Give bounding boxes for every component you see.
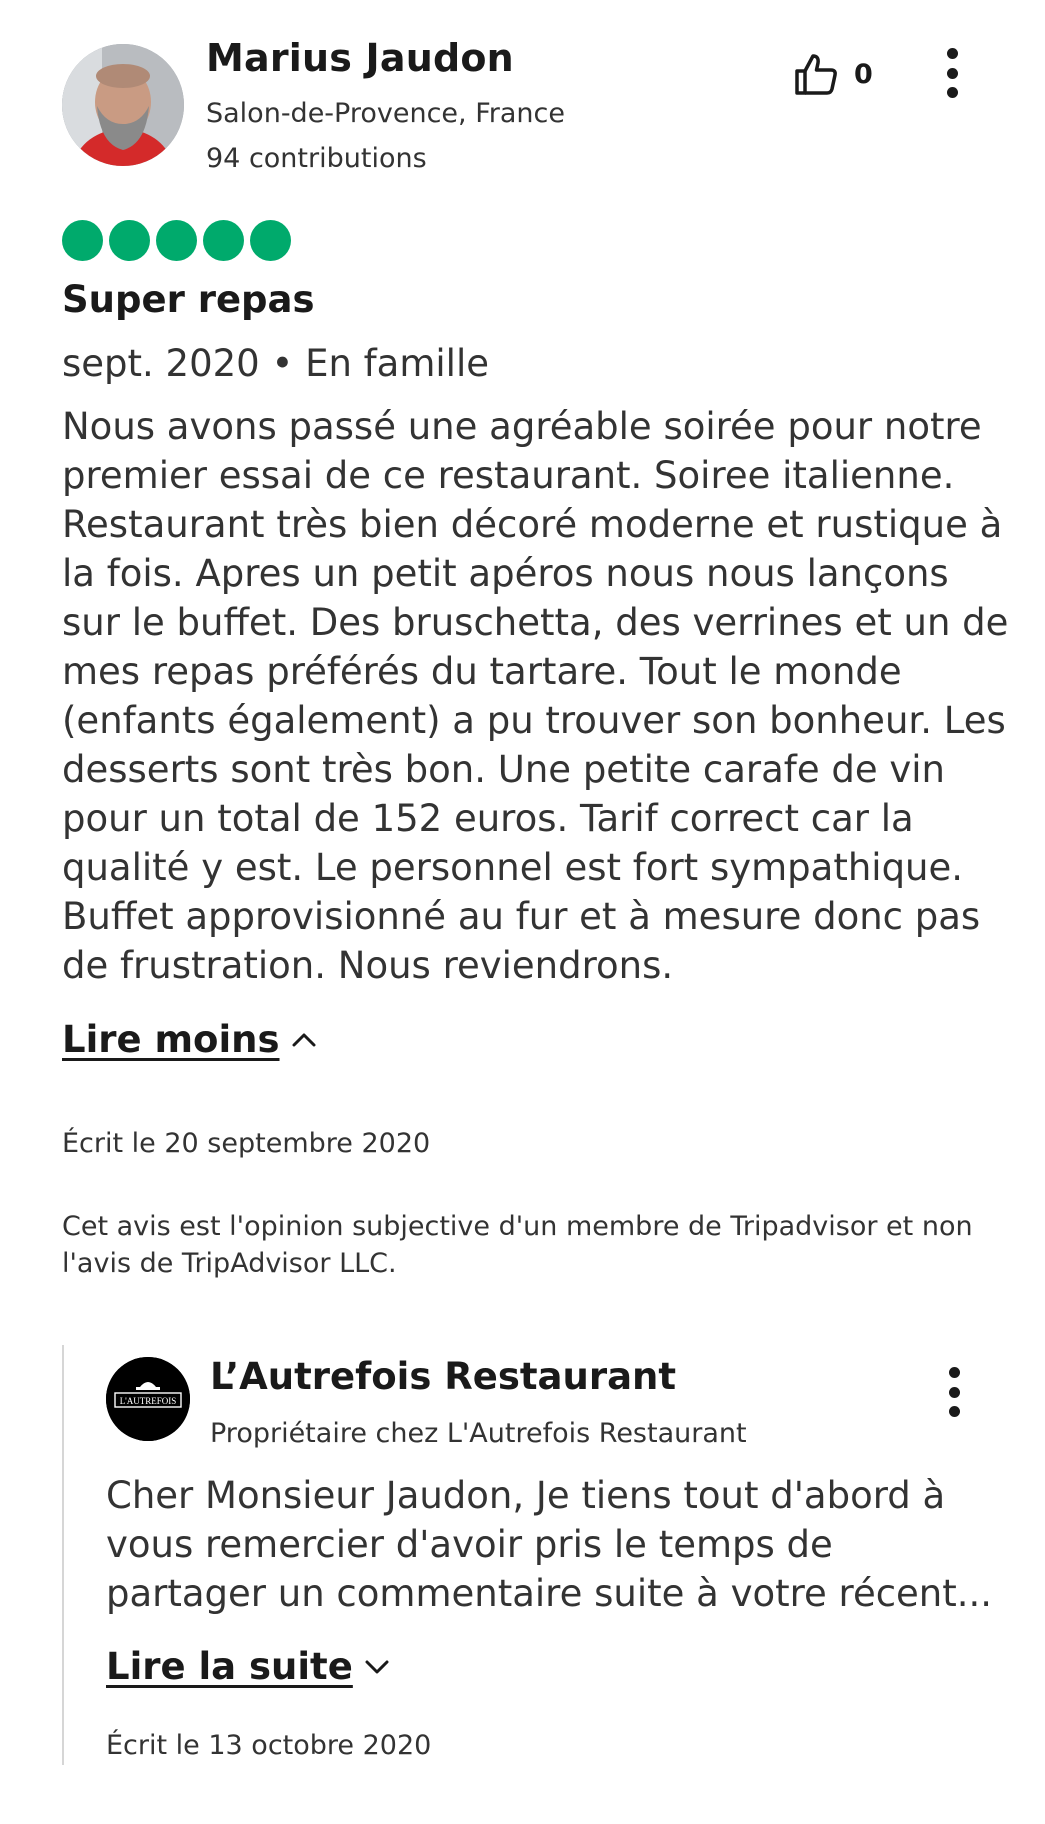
response-body: Cher Monsieur Jaudon, Je tiens tout d'abord à vous remercier d'avoir pris le temps de partager un commentaire suite à votre récent... [106, 1474, 993, 1615]
review-more-options-button[interactable] [934, 48, 970, 98]
more-dot-icon [949, 1387, 960, 1398]
rating-bubble-icon [62, 220, 103, 261]
restaurant-logo[interactable] [106, 1357, 190, 1441]
more-dot-icon [947, 48, 958, 59]
chevron-up-icon [290, 1026, 318, 1054]
review-written-date: Écrit le 20 septembre 2020 [62, 1128, 431, 1159]
read-less-button[interactable] [62, 1018, 318, 1061]
response-more-options-button[interactable] [936, 1367, 972, 1417]
owner-response [62, 1345, 1024, 1765]
review-meta: sept. 2020 • En famille [62, 342, 489, 385]
rating-bubble-icon [250, 220, 291, 261]
avatar-photo [62, 44, 184, 166]
response-author-role: Propriétaire chez L'Autrefois Restaurant [210, 1418, 747, 1449]
helpful-count: 0 [854, 58, 873, 90]
response-author-name[interactable]: L’Autrefois Restaurant [210, 1355, 677, 1398]
author-avatar[interactable] [62, 44, 184, 166]
rating-bubble-icon [156, 220, 197, 261]
rating-bubbles [62, 220, 291, 261]
restaurant-logo-image [106, 1357, 190, 1441]
more-dot-icon [949, 1406, 960, 1417]
author-location: Salon-de-Provence, France [206, 98, 565, 129]
more-dot-icon [949, 1367, 960, 1378]
author-name[interactable]: Marius Jaudon [206, 36, 514, 80]
review-title: Super repas [62, 278, 315, 321]
read-more-label: Lire la suite [106, 1645, 353, 1688]
more-dot-icon [947, 68, 958, 79]
logo-text: L'AUTREFOIS [119, 1396, 177, 1406]
more-dot-icon [947, 87, 958, 98]
response-written-date: Écrit le 13 octobre 2020 [106, 1730, 432, 1761]
review-body: Nous avons passé une agréable soirée pour notre premier essai de ce restaurant. Soiree italienne. Restaurant très bien décoré moderne et rustique à la fois. Apres un petit apéros nous nous lançons sur le buffet. Des bruschetta, des verrines et un de mes repas préférés du tartare. Tout le monde (enfants également) a pu trouver son bonheur. Les desserts sont très bon. Une petite carafe de vin pour un total de 152 euros. Tarif correct car la qualité y est. Le personnel est fort sympathique. Buffet approvisionné au fur et à mesure donc pas de frustration. Nous reviendrons. [62, 405, 1009, 987]
thumbs-up-icon [792, 50, 840, 98]
author-contributions: 94 contributions [206, 143, 427, 174]
rating-bubble-icon [203, 220, 244, 261]
read-more-button[interactable] [106, 1645, 391, 1688]
chevron-down-icon [363, 1653, 391, 1681]
review-disclaimer: Cet avis est l'opinion subjective d'un membre de Tripadvisor et non l'avis de TripAdvisor LLC. [62, 1211, 973, 1279]
read-less-label: Lire moins [62, 1018, 280, 1061]
helpful-vote-button[interactable] [792, 50, 873, 98]
rating-bubble-icon [109, 220, 150, 261]
